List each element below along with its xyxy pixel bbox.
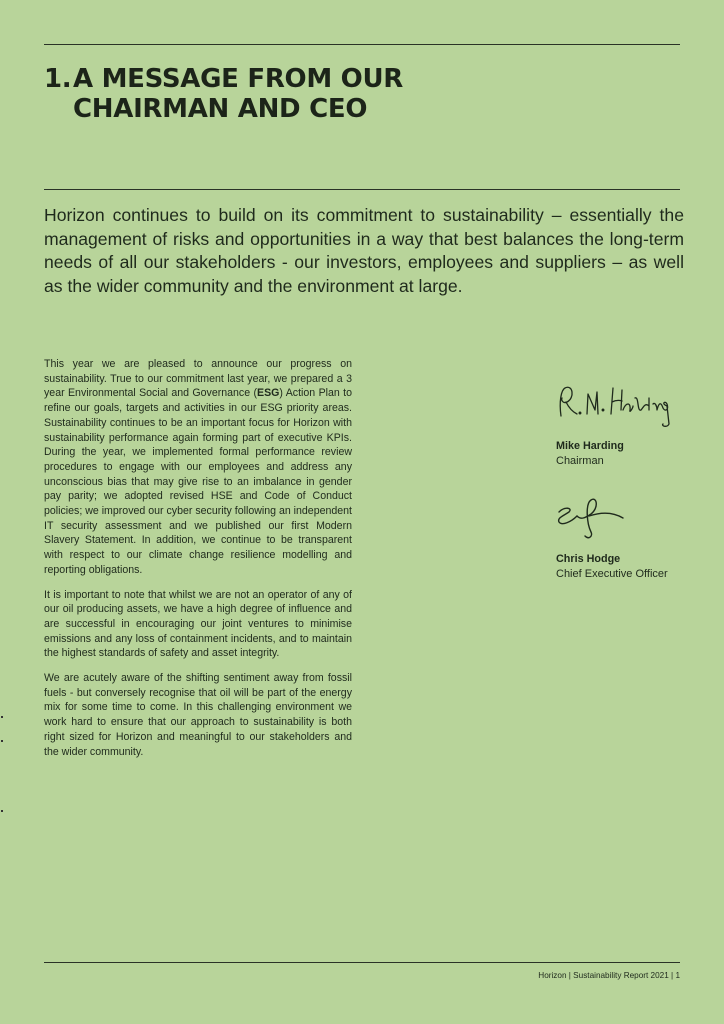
footer-rule <box>44 962 680 963</box>
margin-mark <box>1 716 3 718</box>
body-column <box>44 357 352 769</box>
title-line-2: CHAIRMAN AND CEO <box>73 94 368 124</box>
title-line-1: A MESSAGE FROM OUR <box>73 64 404 94</box>
page-footer: Horizon | Sustainability Report 2021 | 1 <box>538 971 680 980</box>
top-rule <box>44 44 680 45</box>
chairman-role: Chairman <box>556 455 604 467</box>
chairman-name: Mike Harding <box>556 440 624 452</box>
body-paragraph-1: This year we are pleased to announce our progress on sustainability. True to our commitment last year, we prepared a 3 year Environmental Social and Governance (ESG) Action Plan to refine our goals, targets and activities in our ESG priority areas. Sustainability continues to be an important focus for Horizon with sustainability performance again forming part of executive KPIs. During the year, we implemented formal performance review procedures to engage with our employees and address any unconscious bias that may give rise to an imbalance in gender pay parity; we adopted revised HSE and Code of Conduct policies; we improved our cyber security following an independent IT security assessment and we published our first Modern Slavery Statement. In addition, we continue to be transparent with respect to our climate change resilience modelling and reporting obligations. <box>44 358 352 576</box>
body-paragraph-3: We are acutely aware of the shifting sentiment away from fossil fuels - but conversely recognise that oil will be part of the energy mix for some time to come. In this challenging environment we work hard to ensure that our approach to sustainability is both right sized for Horizon and meaningful to our stakeholders and the wider community. <box>44 672 352 758</box>
body-paragraph-2: It is important to note that whilst we are not an operator of any of our oil producing assets, we have a high degree of influence and are successful in encouraging our joint ventures to minimise emissions and any loss of containment incidents, and to maintain the highest standards of safety and asset integrity. <box>44 588 352 660</box>
ceo-signature <box>553 496 653 544</box>
ceo-role: Chief Executive Officer <box>556 568 668 580</box>
section-number: 1. <box>44 64 72 94</box>
page-title <box>44 64 403 124</box>
lead-paragraph: Horizon continues to build on its commitment to sustainability – essentially the management of risks and opportunities in a way that best balances the long-term needs of all our stakeholders - our investors, employees and suppliers – as well as the wider community and the environment at large. <box>44 205 684 296</box>
chairman-signature <box>553 380 683 438</box>
margin-mark <box>1 810 3 812</box>
lead-rule <box>44 189 680 190</box>
margin-mark <box>1 740 3 742</box>
ceo-name: Chris Hodge <box>556 553 621 565</box>
esg-abbreviation: ESG <box>257 387 280 400</box>
